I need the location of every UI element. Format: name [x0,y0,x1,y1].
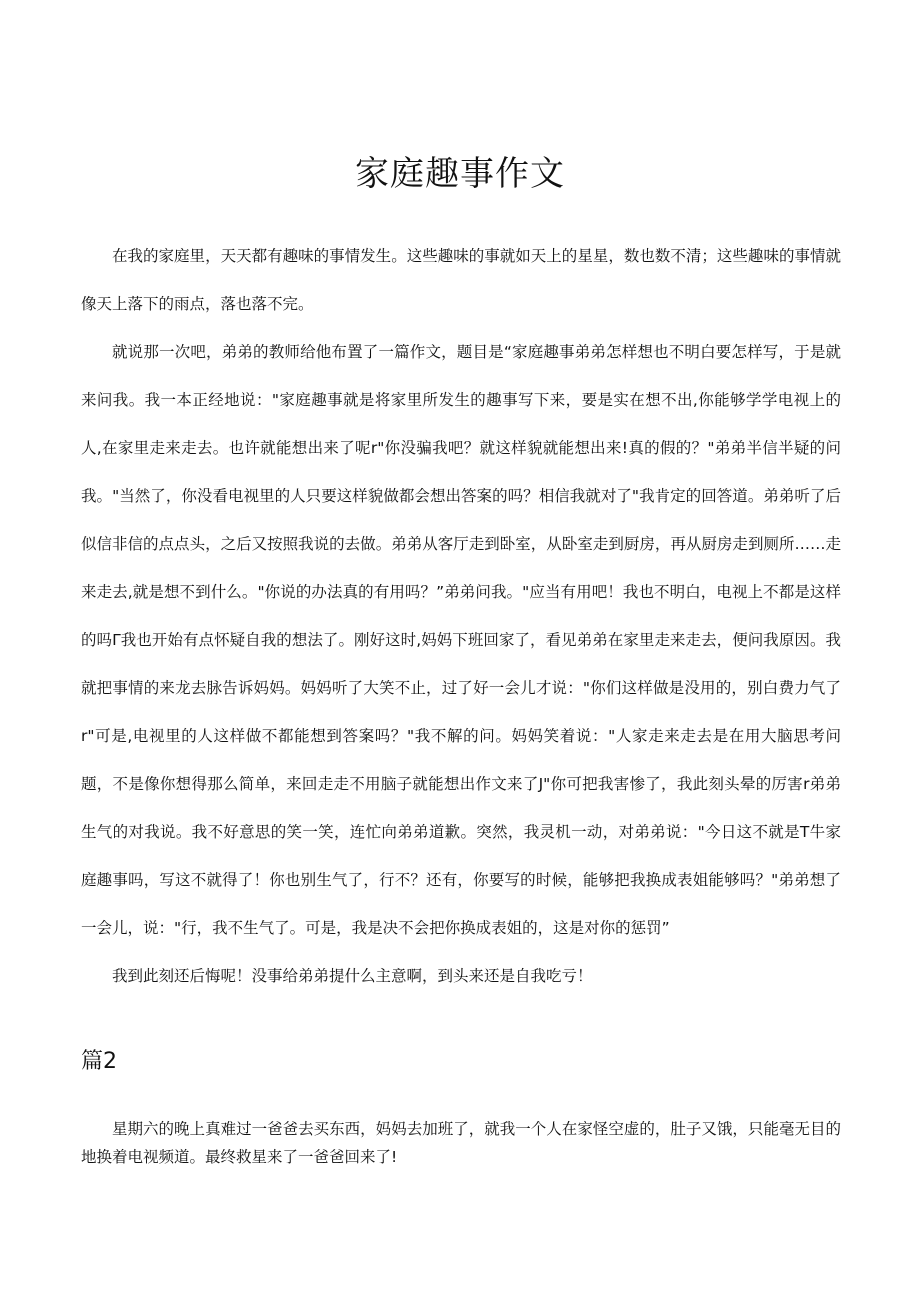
section-heading: 篇2 [81,1049,117,1074]
paragraph-conclusion: 我到此刻还后悔呢！没事给弟弟提什么主意啊，到头来还是自我吃亏！ [112,967,593,985]
document-title: 家庭趣事作文 [355,154,565,194]
section2-paragraph: 星期六的晚上真难过一爸爸去买东西，妈妈去加班了，就我一个人在家怪空虚的，肚子又饿，只能毫无目的地换着电视频道。最终救星来了一爸爸回来了! [81,1120,841,1166]
paragraph-story: 就说那一次吧，弟弟的教师给他布置了一篇作文，题目是“家庭趣事弟弟怎样想也不明白要怎样写，于是就来问我。我一本正经地说："家庭趣事就是将家里所发生的趣事写下来，要是实在想不出,你能够学学电视上的人,在家里走来走去。也许就能想出来了呢r"你没骗我吧？就这样貌就能想出来!真的假的？"弟弟半信半疑的问我。"当然了，你没看电视里的人只要这样貌做都会想出答案的吗？相信我就对了"我肯定的回答道。弟弟听了后似信非信的点点头，之后又按照我说的去做。弟弟从客厅走到卧室，从卧室走到厨房，再从厨房走到厕所……走来走去,就是想不到什么。"你说的办法真的有用吗？”弟弟问我。"应当有用吧！我也不明白，电视上不都是这样的吗Γ我也开始有点怀疑自我的想法了。刚好这时,妈妈下班回家了，看见弟弟在家里走来走去，便问我原因。我就把事情的来龙去脉告诉妈妈。妈妈听了大笑不止，过了好一会儿才说："你们这样做是没用的，别白费力气了r"可是,电视里的人这样做不都能想到答案吗？"我不解的问。妈妈笑着说："人家走来走去是在用大脑思考问题，不是像你想得那么简单，来回走走不用脑子就能想出作文来了J"你可把我害惨了，我此刻头晕的厉害r弟弟生气的对我说。我不好意思的笑一笑，连忙向弟弟道歉。突然，我灵机一动，对弟弟说："今日这不就是T牛家庭趣事吗，写这不就得了！你也别生气了，行不？还有，你要写的时候，能够把我换成表姐能够吗？"弟弟想了一会儿，说："行，我不生气了。可是，我是决不会把你换成表姐的，这是对你的惩罚” [81,343,841,937]
paragraph-intro: 在我的家庭里，天天都有趣味的事情发生。这些趣味的事就如天上的星星，数也数不清；这些趣味的事情就像天上落下的雨点，落也落不完。 [81,247,841,313]
